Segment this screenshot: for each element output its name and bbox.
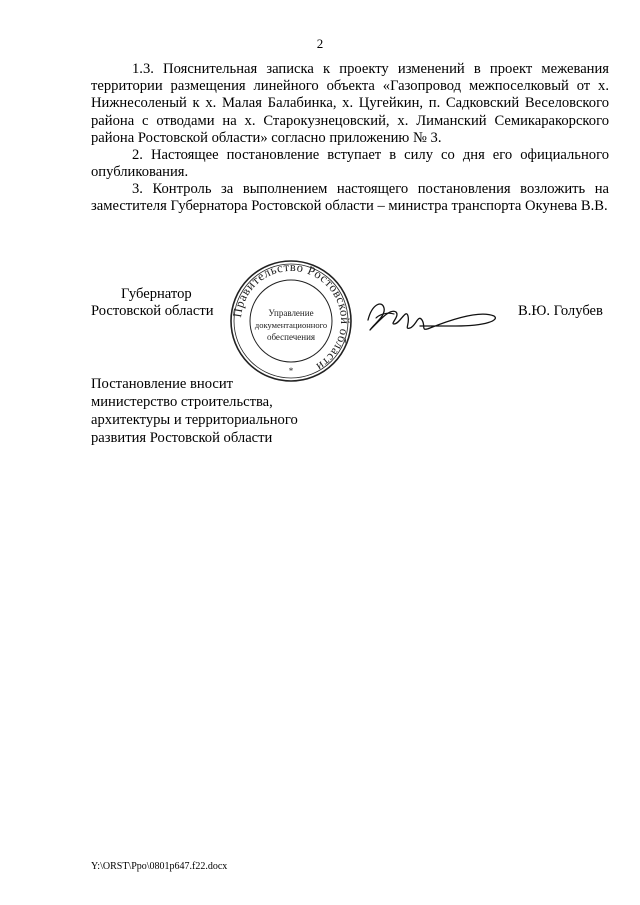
introduced-by-line3: архитектуры и территориального	[91, 412, 298, 428]
paragraph-1-3: 1.3. Пояснительная записка к проекту изменений в проект межевания территории размещения линейного объекта «Газопровод межпоселковый от х. Нижнесоленый к х. Малая Балабинка, х. Цугейкин, п. Садковский Веселовского района с отводами на х. Старокузнецовский, х. Лиманский Семикаракорского района Ростовской области» согласно приложению № 3.	[91, 61, 609, 146]
seal-inner-line2: документационного	[254, 320, 328, 330]
handwritten-signature	[360, 290, 500, 340]
introduced-by-line1: Постановление вносит	[91, 376, 234, 392]
signatory-title-line1: Губернатор	[121, 286, 192, 302]
seal-inner-line1: Управление	[268, 308, 314, 318]
introduced-by-line4: развития Ростовской области	[91, 430, 273, 446]
official-seal	[228, 258, 354, 384]
paragraph-3: 3. Контроль за выполнением настоящего постановления возложить на заместителя Губернатора Ростовской области – министра транспорта Окунева В.В.	[91, 181, 609, 215]
signatory-title	[91, 286, 214, 320]
signatory-title-line2: Ростовской области	[91, 303, 214, 320]
svg-text:*: *	[288, 366, 294, 376]
seal-inner-line3: обеспечения	[266, 332, 316, 342]
seal-outer-text: Правительство Ростовской области	[230, 259, 353, 375]
paragraph-2: 2. Настоящее постановление вступает в силу со дня его официального опубликования.	[91, 147, 609, 181]
file-path-footer: Y:\ORST\Ppo\0801p647.f22.docx	[91, 861, 228, 872]
page-number: 2	[316, 36, 324, 51]
introduced-by-line2: министерство строительства,	[91, 394, 273, 410]
signatory-name: В.Ю. Голубев	[518, 303, 603, 319]
introduced-by	[91, 375, 331, 447]
